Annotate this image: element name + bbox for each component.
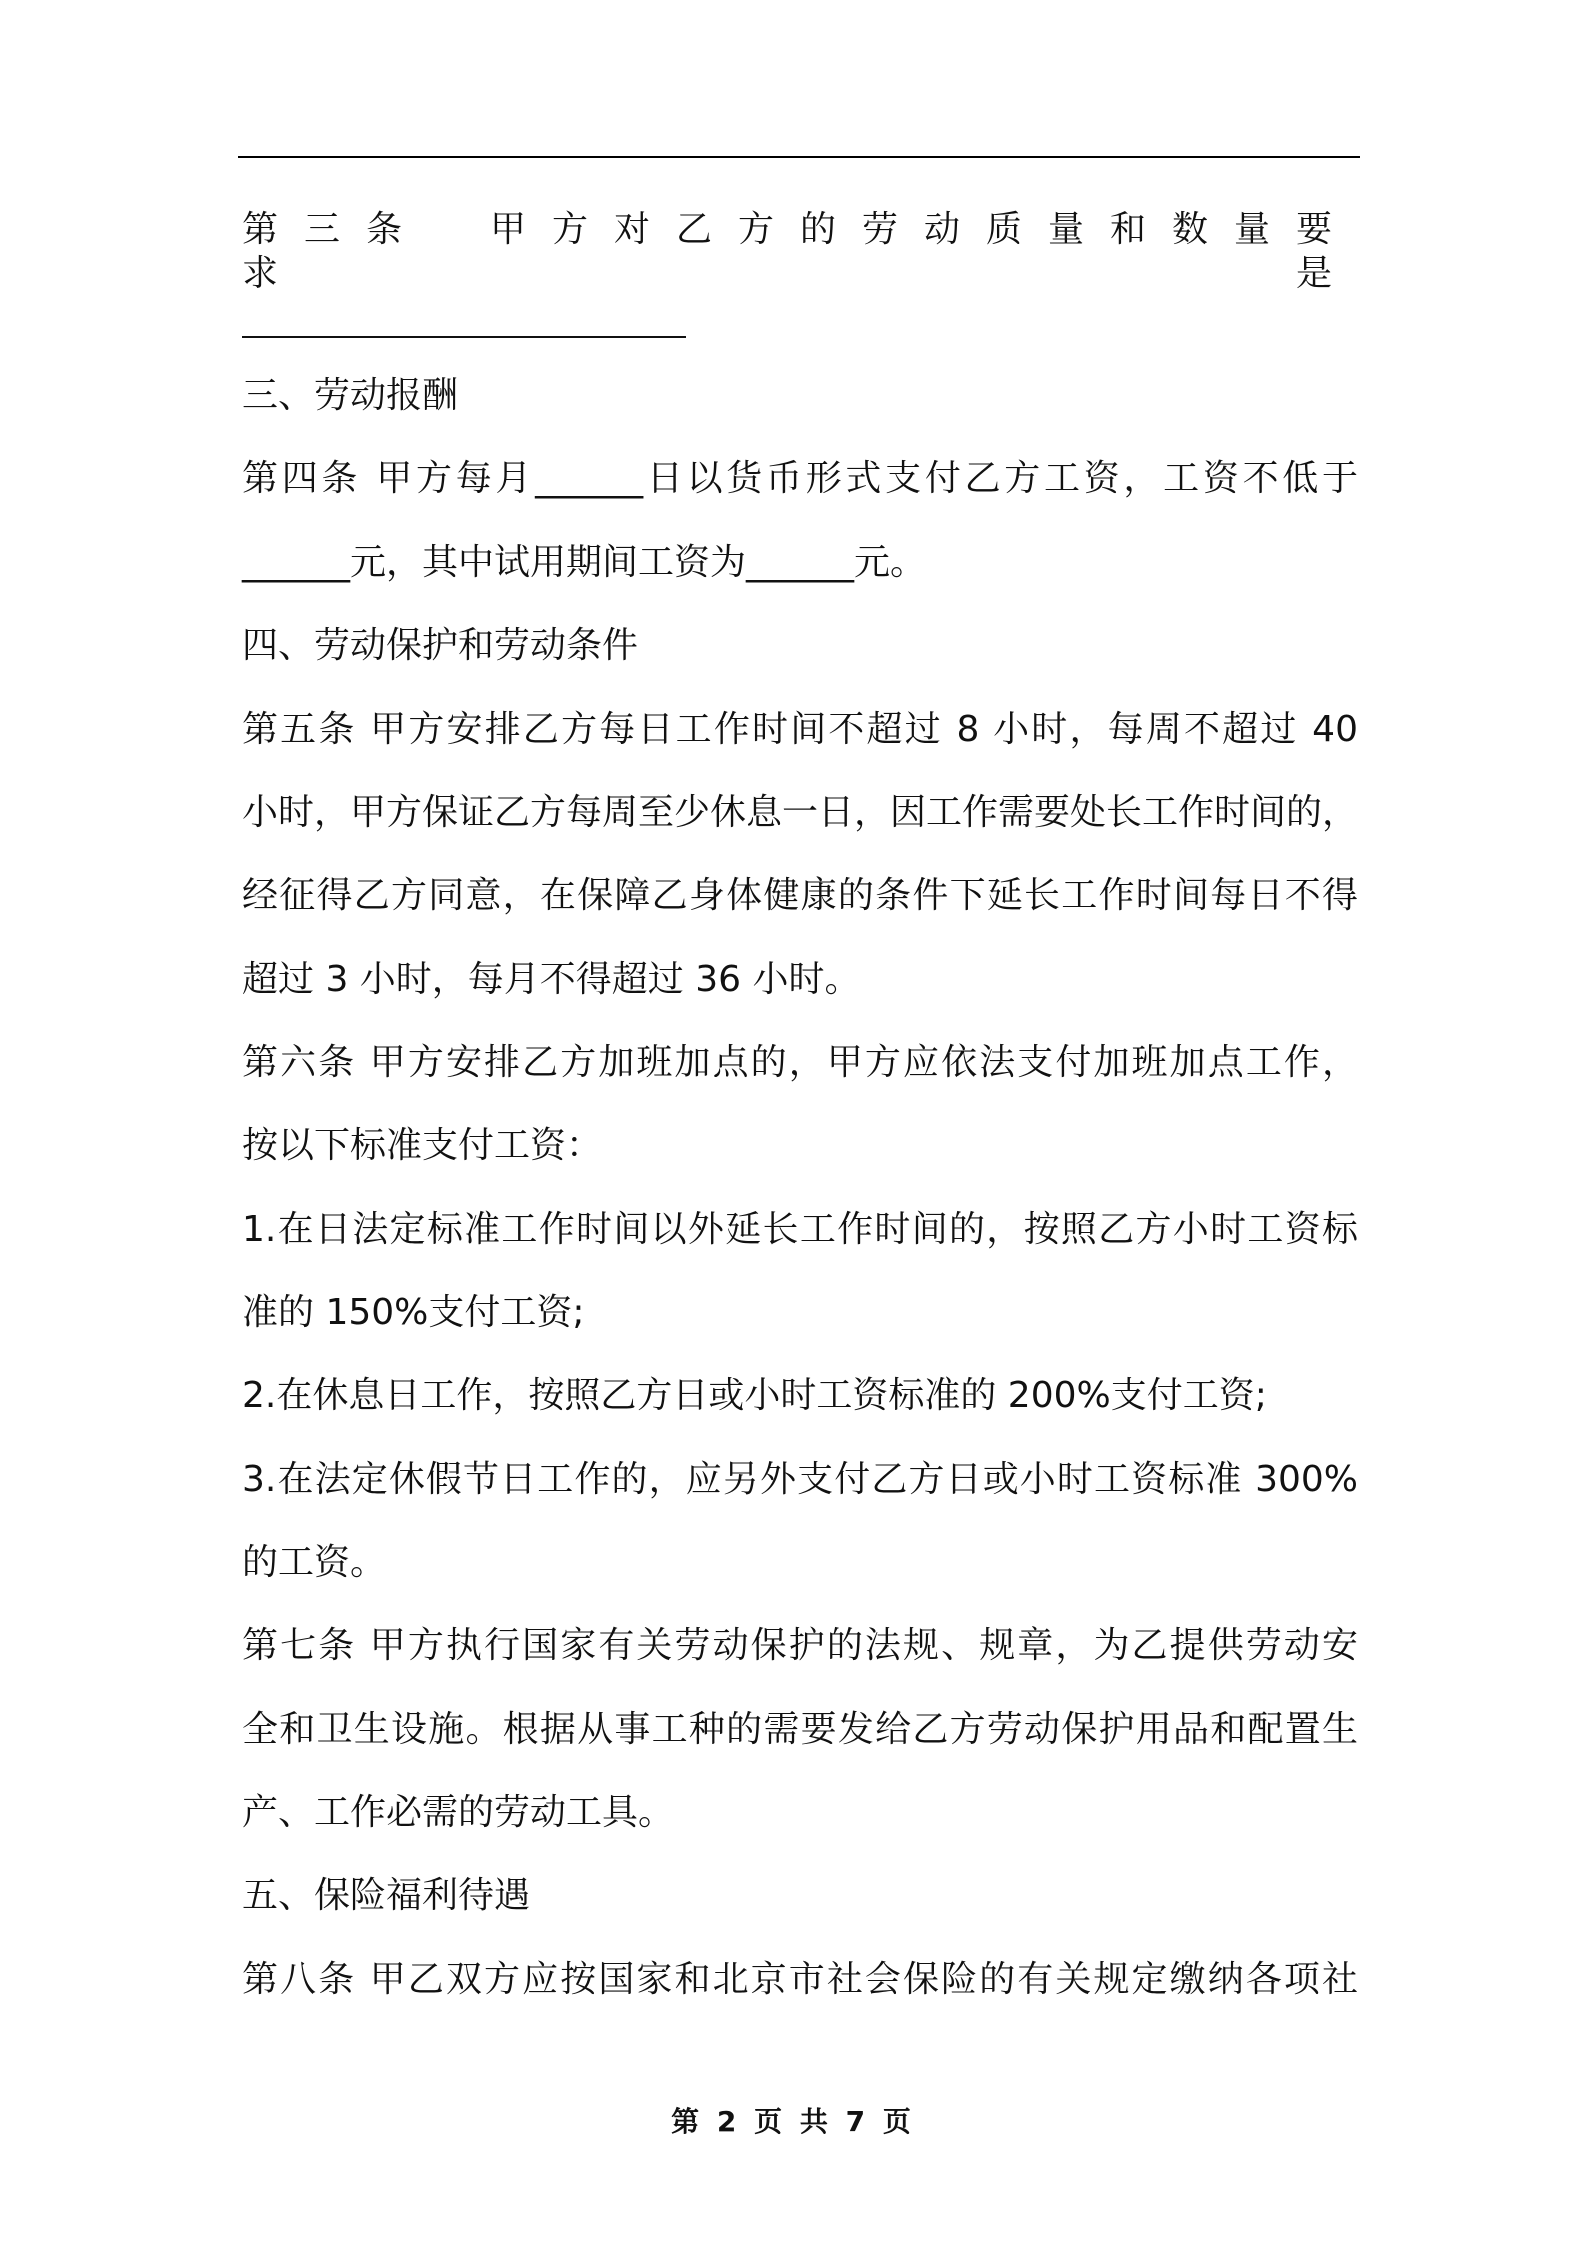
clause-5-line-1: 第五条 甲方安排乙方每日工作时间不超过 8 小时，每周不超过 40 (242, 709, 1358, 750)
clause-8-line-1: 第八条 甲乙双方应按国家和北京市社会保险的有关规定缴纳各项社 (242, 1959, 1358, 2000)
fill-in-blank-line (242, 336, 686, 338)
clause-4-line-2: ______元，其中试用期间工资为______元。 (242, 542, 927, 583)
section-5-heading: 五、保险福利待遇 (242, 1875, 531, 1916)
clause-6-item-3-line-2: 的工资。 (242, 1542, 387, 1583)
clause-6-item-1-line-1: 1.在日法定标准工作时间以外延长工作时间的，按照乙方小时工资标 (242, 1209, 1358, 1250)
clause-3-heading: 第三条 甲方对乙方的劳动质量和数量要求是 (242, 209, 1359, 294)
clause-6-item-1-line-2: 准的 150%支付工资; (242, 1292, 585, 1333)
clause-5-line-2: 小时，甲方保证乙方每周至少休息一日，因工作需要处长工作时间的， (242, 792, 1359, 833)
clause-6-line-1: 第六条 甲方安排乙方加班加点的，甲方应依法支付加班加点工作， (242, 1042, 1358, 1083)
clause-6-item-3-line-1: 3.在法定休假节日工作的，应另外支付乙方日或小时工资标准 300% (242, 1459, 1358, 1500)
clause-4-line-1: 第四条 甲方每月______日以货币形式支付乙方工资，工资不低于 (242, 458, 1358, 499)
clause-5-line-3: 经征得乙方同意，在保障乙身体健康的条件下延长工作时间每日不得 (242, 875, 1358, 916)
clause-6-line-2: 按以下标准支付工资： (242, 1125, 603, 1166)
clause-7-line-2: 全和卫生设施。根据从事工种的需要发给乙方劳动保护用品和配置生 (242, 1709, 1358, 1750)
clause-6-item-2: 2.在休息日工作，按照乙方日或小时工资标准的 200%支付工资; (242, 1375, 1267, 1416)
page-number-footer: 第 2 页 共 7 页 (671, 2105, 915, 2138)
clause-7-line-1: 第七条 甲方执行国家有关劳动保护的法规、规章，为乙提供劳动安 (242, 1625, 1358, 1666)
clause-5-line-4: 超过 3 小时，每月不得超过 36 小时。 (242, 959, 861, 1000)
header-rule (238, 156, 1360, 158)
section-3-heading: 三、劳动报酬 (242, 375, 459, 416)
clause-7-line-3: 产、工作必需的劳动工具。 (242, 1792, 675, 1833)
section-4-heading: 四、劳动保护和劳动条件 (242, 625, 639, 666)
